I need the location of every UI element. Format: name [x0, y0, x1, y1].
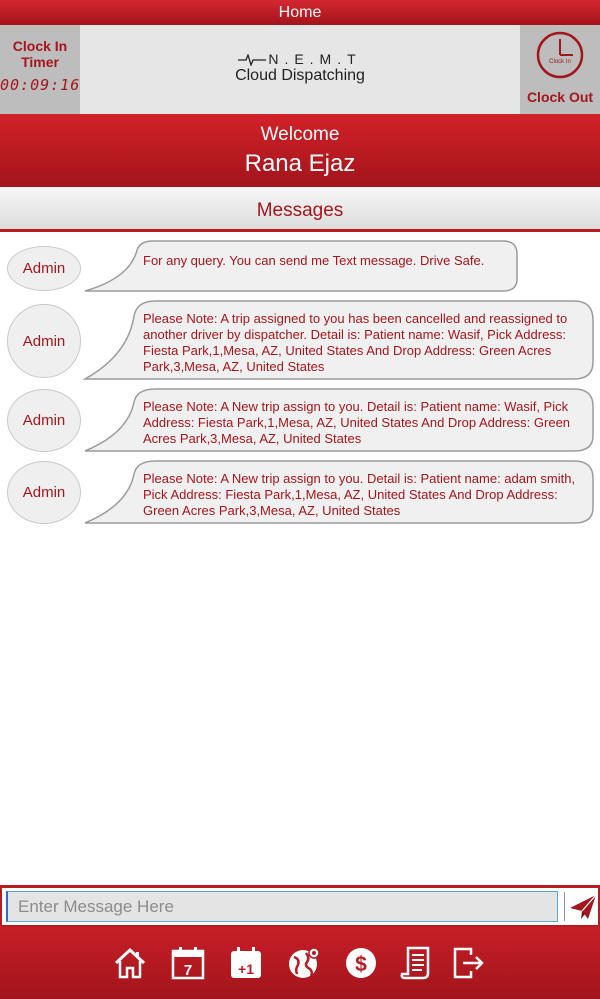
- sender-avatar: Admin: [7, 246, 81, 291]
- welcome-banner: [0, 114, 600, 187]
- messages-title: Messages: [256, 200, 344, 221]
- document-icon: [398, 945, 434, 981]
- send-icon: [568, 890, 598, 923]
- nav-home-button[interactable]: [112, 945, 148, 981]
- message-input[interactable]: [6, 891, 558, 922]
- pulse-icon: [238, 54, 266, 66]
- message-text: Please Note: A New trip assign to you. Detail is: Patient name: Wasif, Pick Address: Fiesta Park,1,Mesa, AZ, United States And Drop Address: Green Acres Park,3,Mesa, AZ, United States: [143, 399, 571, 446]
- send-button[interactable]: [568, 890, 598, 923]
- calendar-plus-icon: [228, 945, 264, 981]
- clock-out-label: Clock Out: [526, 89, 594, 105]
- sender-avatar: Admin: [7, 304, 81, 378]
- app-logo: [200, 51, 400, 91]
- top-title-bar: [0, 0, 600, 25]
- logout-icon: [451, 945, 487, 981]
- nav-payments-button[interactable]: [343, 945, 379, 981]
- clock-icon-text: Clock In: [549, 59, 571, 65]
- clock-in-timer: [0, 25, 80, 114]
- clock-out-button[interactable]: [520, 25, 600, 114]
- home-icon: [112, 945, 148, 981]
- sender-avatar: Admin: [7, 389, 81, 452]
- message-item: [0, 300, 600, 382]
- message-compose-bar: [0, 885, 600, 927]
- nav-map-button[interactable]: [286, 945, 322, 981]
- divider: [564, 892, 565, 921]
- message-item: [0, 240, 600, 294]
- messages-header: [0, 187, 600, 232]
- clock-in-timer-value: 00:09:16: [0, 76, 81, 94]
- nav-calendar-button[interactable]: [170, 945, 206, 981]
- dollar-icon: [343, 945, 379, 981]
- dollar-icon-label: $: [355, 953, 367, 976]
- nav-documents-button[interactable]: [398, 945, 434, 981]
- calendar-icon: [170, 945, 206, 981]
- globe-icon: [286, 945, 322, 981]
- bottom-navigation: [0, 927, 600, 999]
- nav-next-day-button[interactable]: [228, 945, 264, 981]
- message-text: Please Note: A trip assigned to you has been cancelled and reassigned to another driver by dispatcher. Detail is: Patient name: Wasif, Pick Address: Fiesta Park,1,Mesa, AZ, United States And Drop Address: Green Acres Park,3,Mesa, AZ, United States: [143, 311, 568, 374]
- page-title: Home: [278, 4, 322, 21]
- message-item: [0, 388, 600, 454]
- message-text: For any query. You can send me Text message. Drive Safe.: [143, 253, 485, 268]
- welcome-label: Welcome: [260, 124, 340, 145]
- message-text: Please Note: A New trip assign to you. Detail is: Patient name: adam smith, Pick Address: Fiesta Park,1,Mesa, AZ, United States And Drop Address: Green Acres Park,3,Mesa, AZ, United States: [143, 471, 576, 518]
- header: [0, 25, 600, 114]
- clock-icon: [535, 30, 585, 80]
- calendar-icon-label: 7: [183, 962, 193, 979]
- logo-top-text: N.E.M.T: [268, 51, 362, 67]
- logo-bottom-text: Cloud Dispatching: [235, 67, 365, 84]
- user-name: Rana Ejaz: [244, 150, 356, 177]
- sender-avatar: Admin: [7, 461, 81, 524]
- calendar-plus-icon-label: +1: [238, 961, 254, 977]
- message-item: [0, 460, 600, 526]
- nav-logout-button[interactable]: [451, 945, 487, 981]
- clock-in-timer-label: Clock In Timer: [12, 38, 68, 70]
